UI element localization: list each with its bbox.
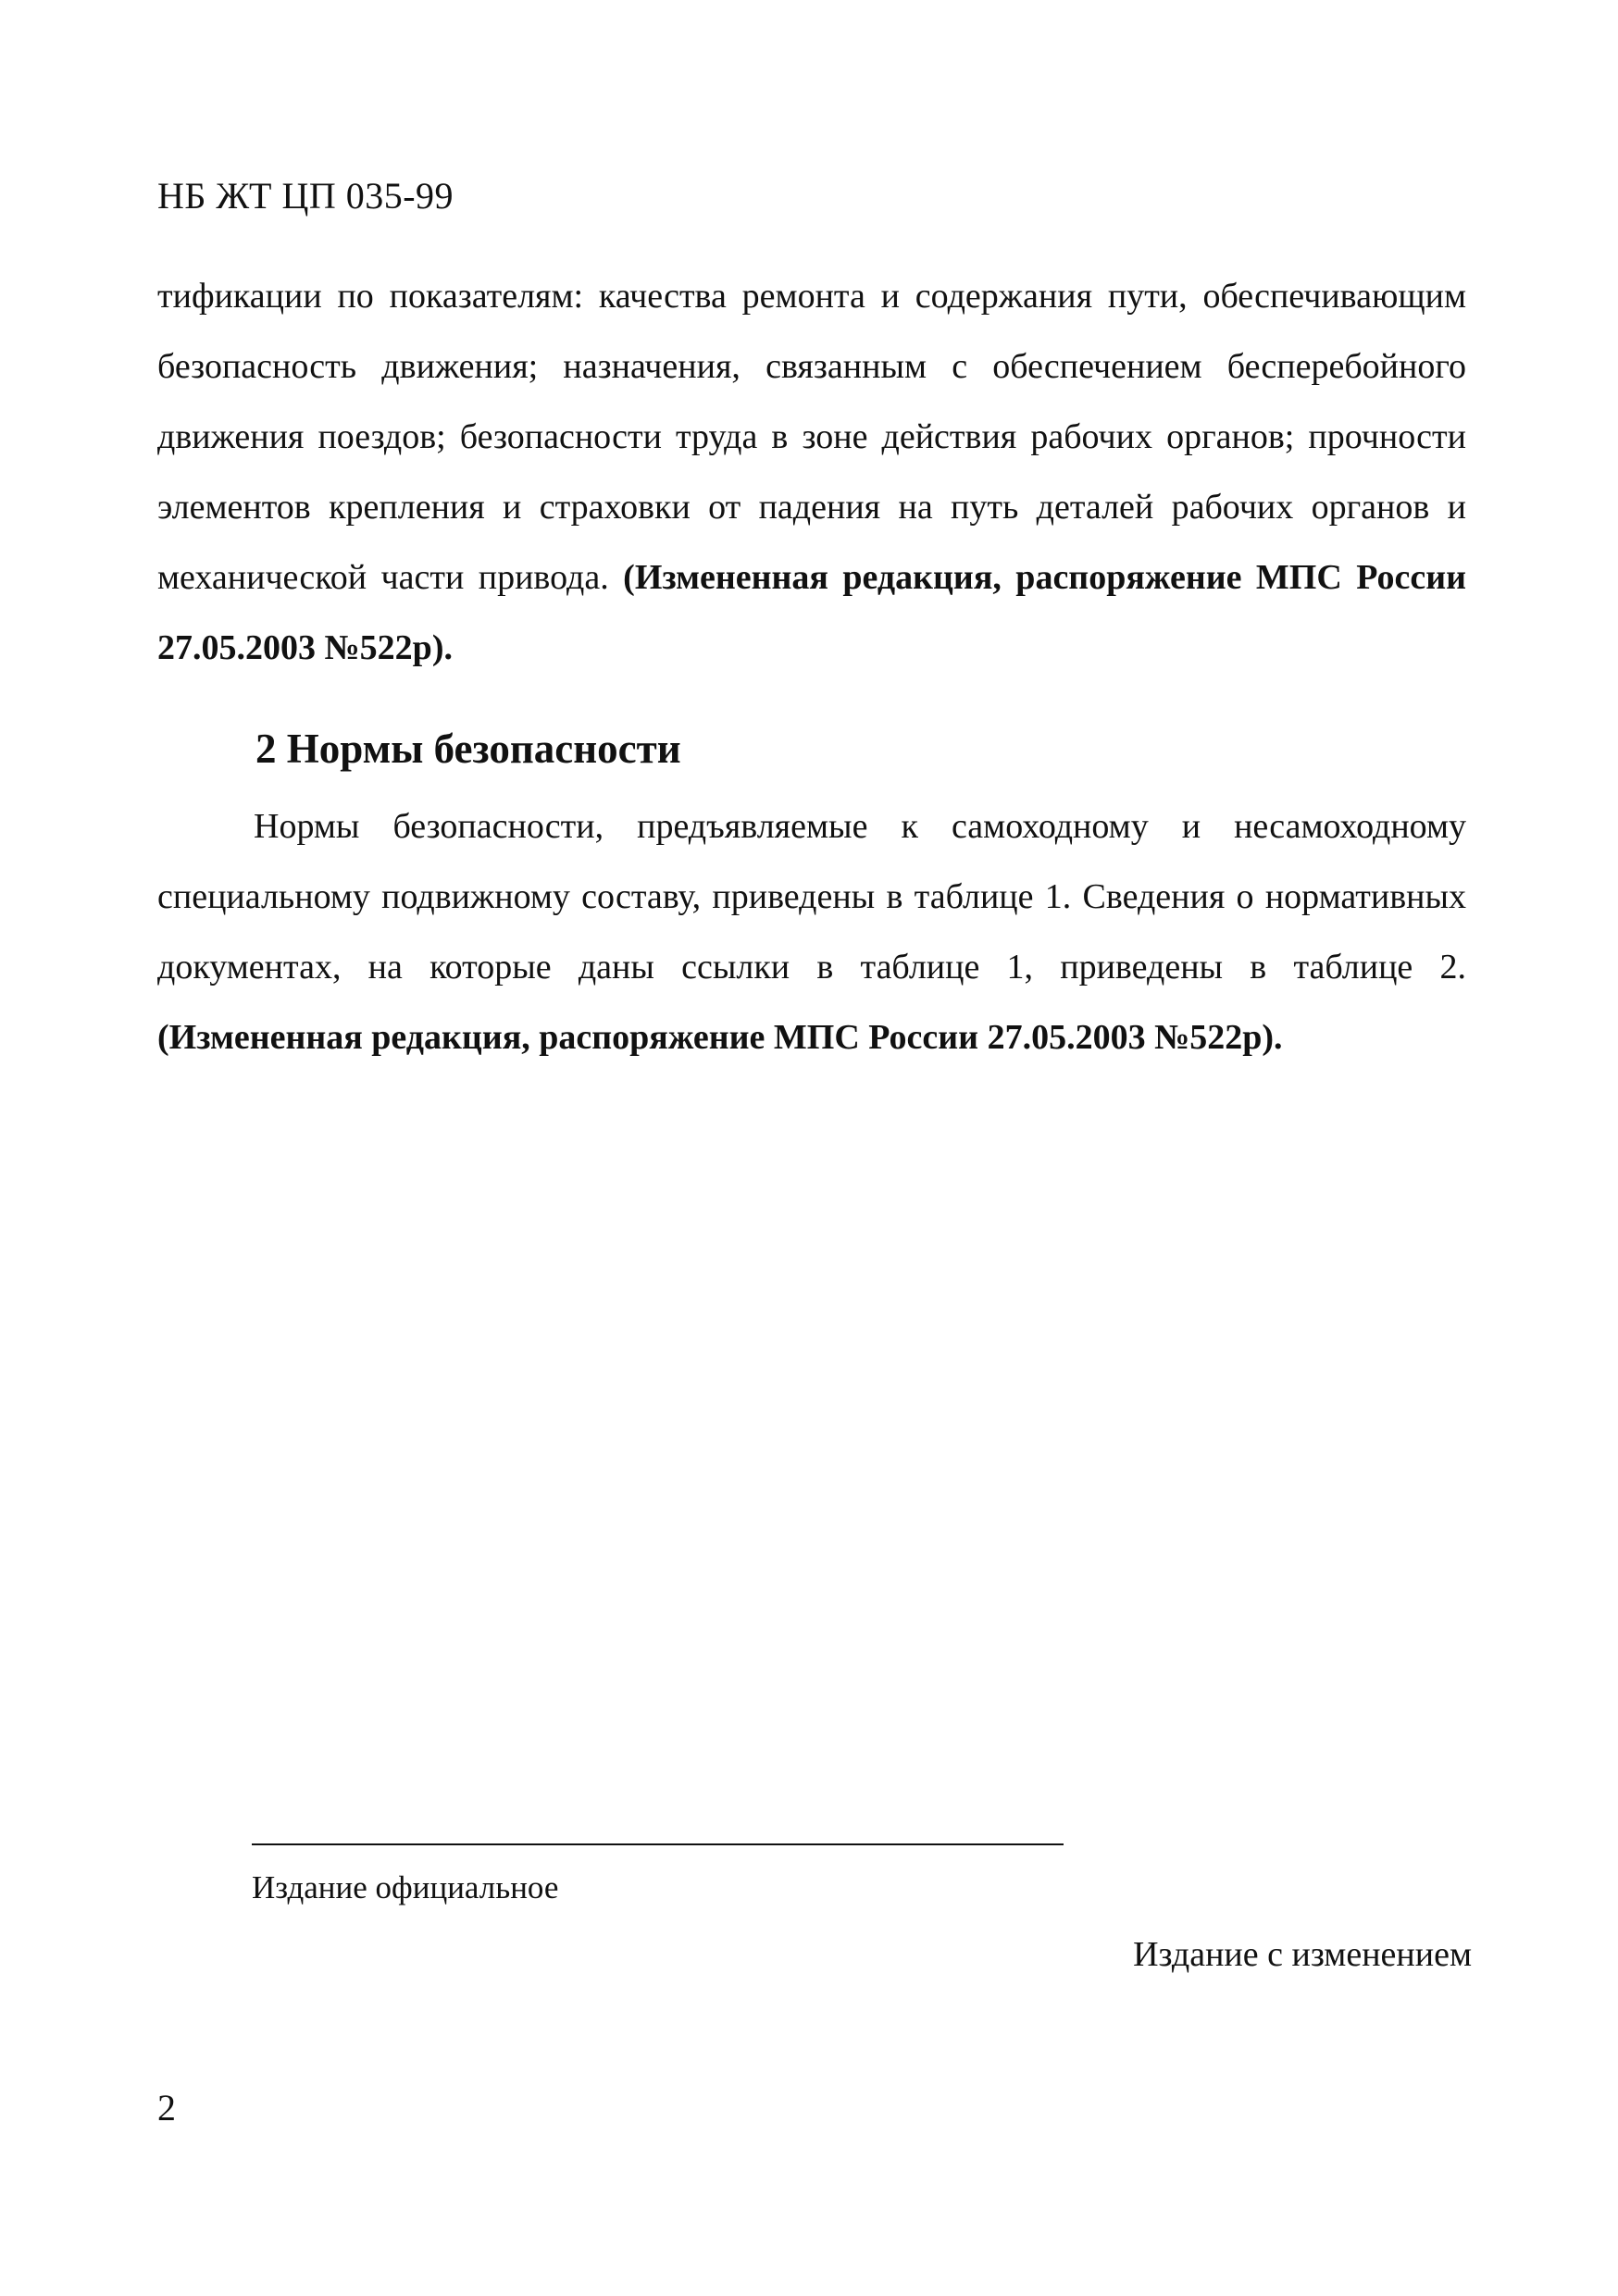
- section-2-amendment-note: (Измененная редакция, распоряжение МПС России 27.05.2003 №522р).: [157, 1018, 1283, 1057]
- section-2-paragraph: [157, 791, 1466, 1073]
- edition-with-changes-note: Издание с изменением: [1133, 1935, 1472, 1974]
- intro-amendment-note: (Измененная редакция, распоряжение МПС России 27.05.2003 №522р).: [157, 558, 1466, 667]
- intro-paragraph: [157, 261, 1466, 683]
- official-edition-note: Издание официальное: [252, 1869, 559, 1905]
- page-number: 2: [157, 2087, 176, 2128]
- intro-paragraph-text: тификации по показателям: качества ремонта и содержания пути, обеспечивающим безопасность движения; назначения, связанным с обеспечением бесперебойного движения поездов; безопасности труда в зоне действия рабочих органов; прочности элементов крепления и страховки от падения на путь деталей рабочих органов и механической части привода.: [157, 277, 1466, 597]
- section-2-heading: 2 Нормы безопасности: [255, 726, 681, 772]
- document-code-header: НБ ЖТ ЦП 035-99: [157, 175, 454, 217]
- section-2-paragraph-text: Нормы безопасности, предъявляемые к самоходному и несамоходному специальному подвижному составу, приведены в таблице 1. Сведения о нормативных документах, на которые даны ссылки в таблице 1, приведены в таблице 2.: [157, 807, 1466, 987]
- footnote-divider: [252, 1843, 1064, 1845]
